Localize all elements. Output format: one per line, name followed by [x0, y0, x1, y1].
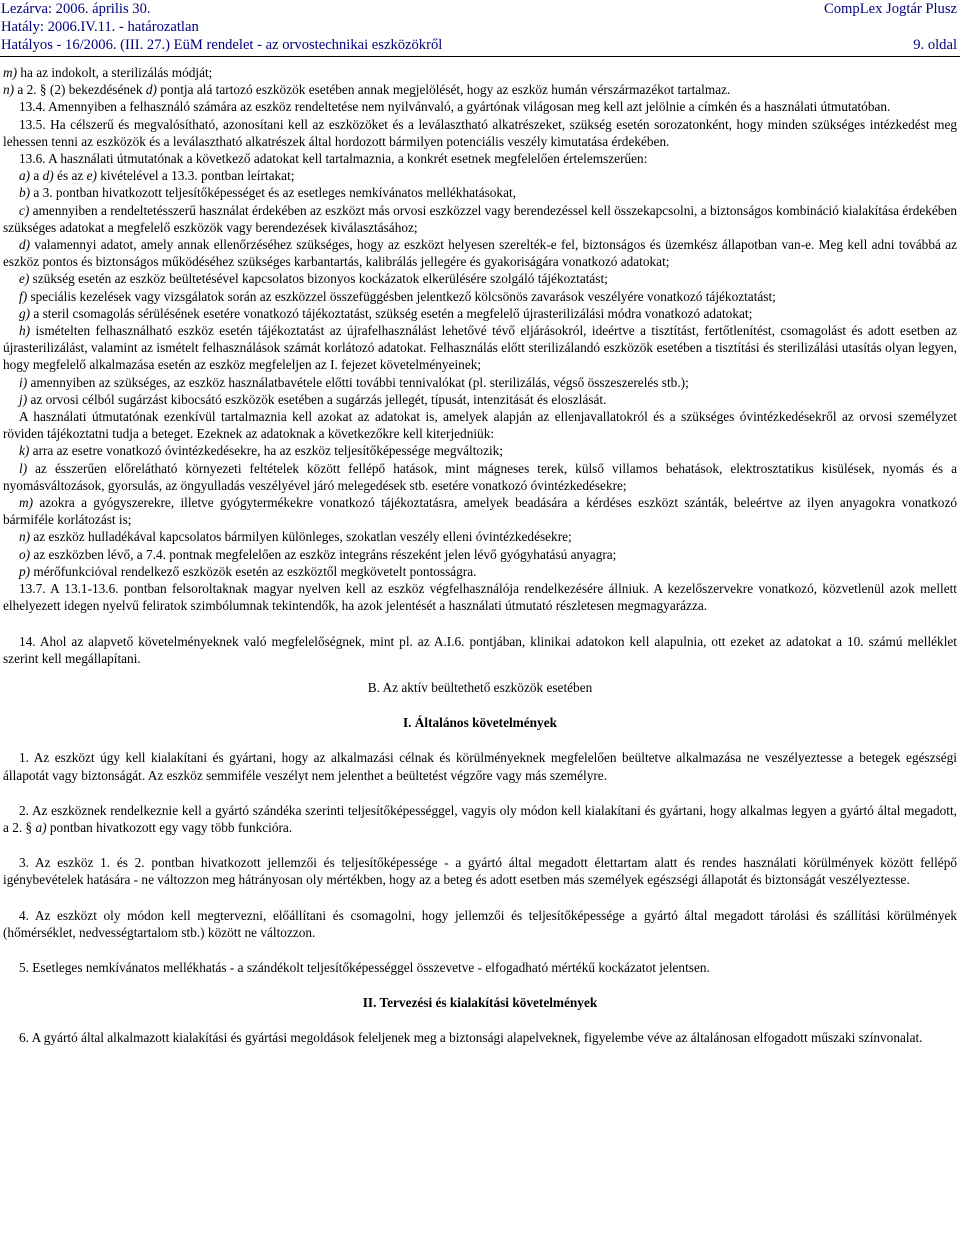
general-requirement-1: 1. Az eszközt úgy kell kialakítani és gyártani, hogy az alkalmazási célnak és körülményeknek megfelelően beültetve alkalmazása ne veszélyeztesse a betegek egészségi állapotát vagy biztonságát. Az eszköz semmiféle veszélyt nem jelenthet a beültetést végzőre vagy más személyre.	[3, 750, 957, 783]
item-d: d) valamennyi adatot, amely annak ellenőrzéséhez szükséges, hogy az eszközt helyesen szerelték-e fel, biztonságos és üzemkész állapotban van-e. Meg kell adni továbbá az eszköz pontos és biztonságos működéséhez szükséges karbantartás, kalibrálás jellegére és gyakoriságára vonatkozó adatokat;	[3, 237, 957, 270]
general-requirement-5: 5. Esetleges nemkívánatos mellékhatás - a szándékolt teljesítőképességgel összevetve - elfogadható mértékű kockázatot jelentsen.	[19, 959, 710, 975]
paragraph-13-5: 13.5. Ha célszerű és megvalósítható, azonosítani kell az eszközöket és a leválasztható alkatrészeket, szükség esetén sorozatonként, hogy minden szükséges intézkedést meg lehessen tenni az eszközök és a leválasztható alkatrészek által hordozott bármilyen potenciális veszély kimutatása érdekében.	[3, 116, 957, 149]
item-p: p) mérőfunkcióval rendelkező eszközök esetén az eszköztől megkövetelt pontosságra.	[19, 563, 477, 579]
general-requirement-3: 3. Az eszköz 1. és 2. pontban hivatkozott jellemzői és teljesítőképessége - a gyártó által megadott élettartam alatt és rendes használati körülmények között fellépő igénybevételek hatására - ne változzon meg hátrányosan oly mértékben, hogy az a beteg és adott esetben más személyek egészségi állapotát és biztonságát veszélyeztesse.	[3, 855, 957, 888]
item-h: h) ismételten felhasználható eszköz esetén tájékoztatást az újrafelhasználást lehetővé tévő eljárásokról, ideértve a tisztítást, fertőtlenítést, csomagolást és adott esetben az újrasterilizálást, valamint az ismételt felhasználások számát korlátozó adatokat. Felhasználás előtt sterilizálandó eszközök esetében a tisztítási és sterilizálási utasítás olyan legyen, hogy megfelelő alkalmazása esetén az eszköz megfeleljen az I. fejezet követelményeinek;	[3, 323, 957, 373]
spacer	[3, 889, 957, 907]
general-requirement-2: 2. Az eszköznek rendelkeznie kell a gyártó szándéka szerinti teljesítőképességgel, vagyis oly módon kell kialakítani és gyártani, hogy alkalmas legyen a gyártó által megadott, a 2. § a) pontban hivatkozott egy vagy több funkcióra.	[3, 802, 957, 835]
spacer	[3, 615, 957, 633]
item-b: b) a 3. pontban hivatkozott teljesítőképességet és az esetleges nemkívánatos mellékhatásokat,	[19, 185, 516, 201]
item-n-2: n) az eszköz hulladékával kapcsolatos bármilyen különleges, szokatlan veszély elleni óvintézkedésekre;	[19, 529, 572, 545]
item-e: e) szükség esetén az eszköz beültetésével kapcsolatos bizonyos kockázatok elkerülésére szolgáló tájékoztatást;	[19, 271, 608, 287]
section-b-title: B. Az aktív beültethető eszközök esetében	[367, 679, 593, 695]
item-l: l) az ésszerűen előrelátható környezeti feltételek között fellépő hatások, mint mágneses terek, külső villamos behatások, elektrosztatikus kisülések, nyomás és a nyomásváltozások, gyorsulás, az öngyulladás veszélyével járó melegedések stb. esetére vonatkozó óvintézkedésekre;	[3, 460, 957, 493]
paragraph-14: 14. Ahol az alapvető követelményeknek való megfelelőségnek, mint pl. az A.I.6. pontjában, klinikai adatokon kell alapulnia, ott ezeket az adatokat a 10. számú melléklet szerint kell megállapítani.	[3, 633, 957, 666]
item-c: c) amennyiben a rendeltetésszerű használat érdekében az eszközt más orvosi eszközzel vagy berendezéssel kell összekapcsolni, a biztonságos kombináció kialakítása érdekében szükséges adatokat a megfelelő eszközök vagy berendezések kiválasztásához;	[3, 202, 957, 235]
header-spacer	[824, 18, 957, 36]
header-document-title: Hatályos - 16/2006. (III. 27.) EüM rendelet - az orvostechnikai eszközökről	[1, 37, 443, 53]
design-requirement-6: 6. A gyártó által alkalmazott kialakítási és gyártási megoldások feleljenek meg a biztonsági alapelveknek, figyelembe véve az általánosan elfogadott műszaki színvonalat.	[19, 1030, 923, 1046]
document-body	[3, 64, 957, 1047]
spacer	[3, 836, 957, 854]
spacer	[3, 941, 957, 959]
header-left	[1, 0, 442, 54]
item-g: g) a steril csomagolás sérülésének esetére vonatkozó tájékoztatást, szükség esetén a megfelelő újrasterilizálási módra vonatkozó adatokat;	[19, 305, 753, 321]
paragraph-additional-info: A használati útmutatónak ezenkívül tartalmaznia kell azokat az adatokat is, amelyek alapján az ellenjavallatokról és a szükséges óvintézkedésekről az orvosi személyzet röviden tájékoztatni tudja a beteget. Ezeknek az adatoknak a következőkre kell kiterjedniük:	[3, 409, 957, 442]
item-i: i) amennyiben az szükséges, az eszköz használatbavétele előtti további tennivalókat (pl. sterilizálás, végső összeszerelés stb.);	[19, 374, 689, 390]
paragraph-13-7: 13.7. A 13.1-13.6. pontban felsoroltaknak magyar nyelven kell az eszköz végfelhasználója rendelkezésére állniuk. A kezelőszervekre vonatkozó, közvetlenül azok mellett elhelyezett idegen nyelvű feliratok szimbólumnak tekintendők, ha azok jelentését a használati útmutató részletesen megmagyarázza.	[3, 581, 957, 614]
paragraph-13-6: 13.6. A használati útmutatónak a következő adatokat kell tartalmaznia, a konkrét esetnek megfelelően értelemszerűen:	[19, 151, 648, 167]
spacer	[3, 784, 957, 802]
header-right	[824, 0, 957, 54]
item-m: m) ha az indokolt, a sterilizálás módját;	[3, 65, 213, 80]
item-n: n) a 2. § (2) bekezdésének d) pontja alá tartozó eszközök esetében annak megjelölését, hogy az eszköz humán vérszármazékot tartalmaz.	[3, 82, 731, 98]
item-k: k) arra az esetre vonatkozó óvintézkedésekre, ha az eszköz teljesítőképessége megváltozik;	[19, 443, 504, 459]
item-j: j) az orvosi célból sugárzást kibocsátó eszközök esetében a sugárzás jellegét, típusát, intenzitását és eloszlását.	[19, 391, 607, 407]
item-m-2: m) azokra a gyógyszerekre, illetve gyógytermékekre vonatkozó tájékoztatásra, amelyek beadására a kérdéses eszközt szánták, beleértve az ilyen anyagokra vonatkozó bármiféle korlátozást is;	[3, 495, 957, 528]
header-closed-date: Lezárva: 2006. április 30.	[1, 1, 151, 17]
item-a: a) a d) és az e) kivételével a 13.3. pontban leírtakat;	[19, 168, 295, 184]
header-product-name: CompLex Jogtár Plusz	[824, 1, 957, 17]
chapter-ii-heading: II. Tervezési és kialakítási követelmények	[362, 995, 598, 1011]
paragraph-13-4: 13.4. Amennyiben a felhasználó számára az eszköz rendeltetése nem nyilvánvaló, a gyártónak világosan meg kell azt jelölnie a címkén és a használati útmutatóban.	[19, 99, 891, 115]
header-page-number: 9. oldal	[913, 37, 957, 53]
chapter-i-heading: I. Általános követelmények	[402, 715, 558, 731]
spacer	[3, 976, 957, 994]
general-requirement-4: 4. Az eszközt oly módon kell megtervezni, előállítani és csomagolni, hogy jellemzői és teljesítőképessége a gyártó által megadott tárolási és szállítási körülmények (hőmérséklet, nedvességtartalom stb.) között ne változzon.	[3, 907, 957, 940]
document-header	[0, 0, 960, 62]
item-f: f) speciális kezelések vagy vizsgálatok során az eszközzel összefüggésben jelentkező kölcsönös zavarások veszélyére vonatkozó tájékoztatást;	[19, 288, 776, 304]
header-effect-period: Hatály: 2006.IV.11. - határozatlan	[1, 19, 199, 35]
header-divider	[0, 56, 960, 57]
item-o: o) az eszközben lévő, a 7.4. pontnak megfelelően az eszköz integráns részeként jelen lévő gyógyhatású anyagra;	[19, 546, 617, 562]
